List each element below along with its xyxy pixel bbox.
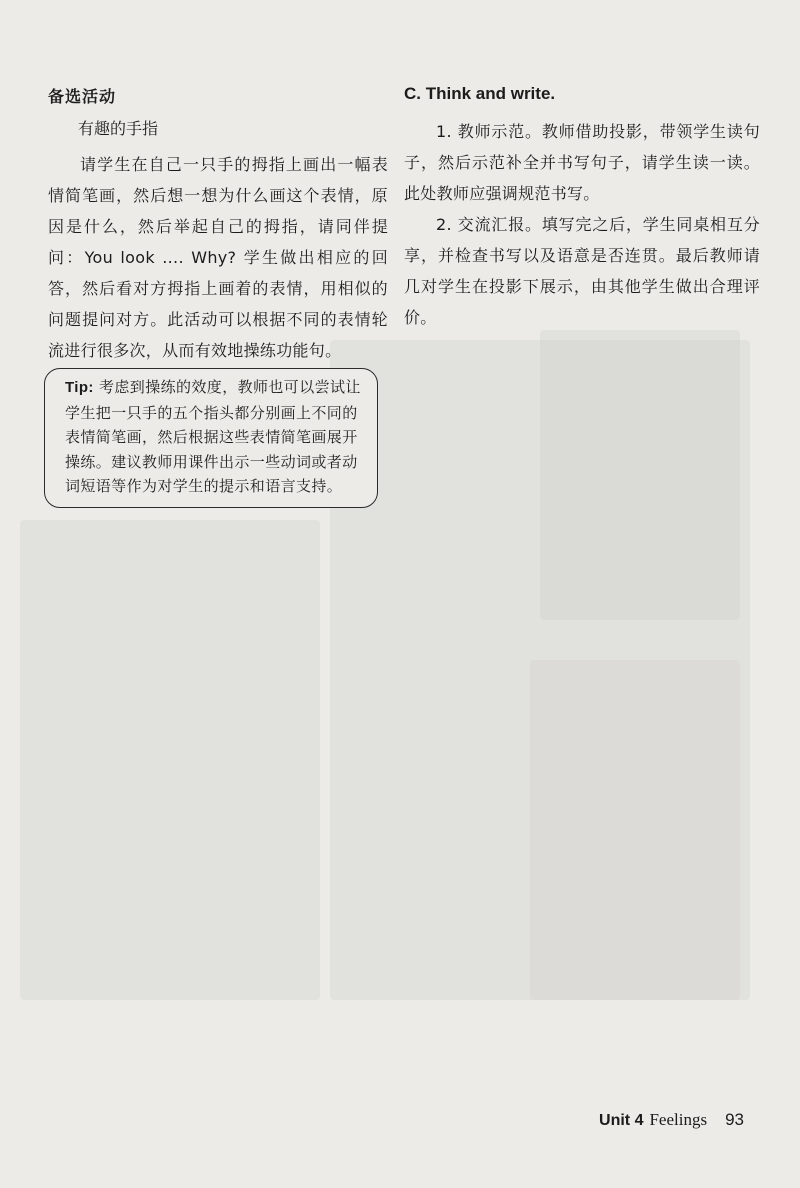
bleed-through-shadow [530, 660, 740, 1000]
bleed-through-shadow [540, 330, 740, 620]
tip-label: Tip: [65, 379, 94, 396]
activity-title: 有趣的手指 [78, 119, 159, 138]
tip-body: 考虑到操练的效度，教师也可以尝试让学生把一只手的五个指头都分别画上不同的表情简笔画，然后根据这些表情简笔画展开操练。建议教师用课件出示一些动词或者动词短语等作为对学生的提示和语言支持。 [65, 378, 361, 495]
activity-paragraph: 请学生在自己一只手的拇指上画出一幅表情简笔画，然后想一想为什么画这个表情，原因是什么，然后举起自己的拇指，请同伴提问：You look .... Why? 学生做出相应的回答，然后看对方拇指上画着的表情，用相似的问题提问对方。此活动可以根据不同的表情轮流进行很多次，从而有效地操练功能句。 [48, 155, 388, 360]
step-1-paragraph: 1. 教师示范。教师借助投影，带领学生读句子，然后示范补全并书写句子，请学生读一读。此处教师应强调规范书写。 [404, 122, 760, 203]
tip-text [65, 375, 365, 499]
page-footer [599, 1110, 744, 1130]
left-column [48, 84, 388, 366]
page-number: 93 [725, 1110, 744, 1129]
right-column [404, 84, 760, 333]
bleed-through-shadow [20, 520, 320, 1000]
section-heading: 备选活动 [48, 87, 117, 106]
footer-title: Feelings [649, 1110, 708, 1129]
step-2-paragraph: 2. 交流汇报。填写完之后，学生同桌相互分享，并检查书写以及语意是否连贯。最后教师请几对学生在投影下展示，由其他学生做出合理评价。 [404, 215, 760, 327]
section-heading-c: C. Think and write. [404, 84, 556, 103]
tip-box [44, 368, 378, 508]
footer-unit: Unit 4 [599, 1112, 644, 1129]
